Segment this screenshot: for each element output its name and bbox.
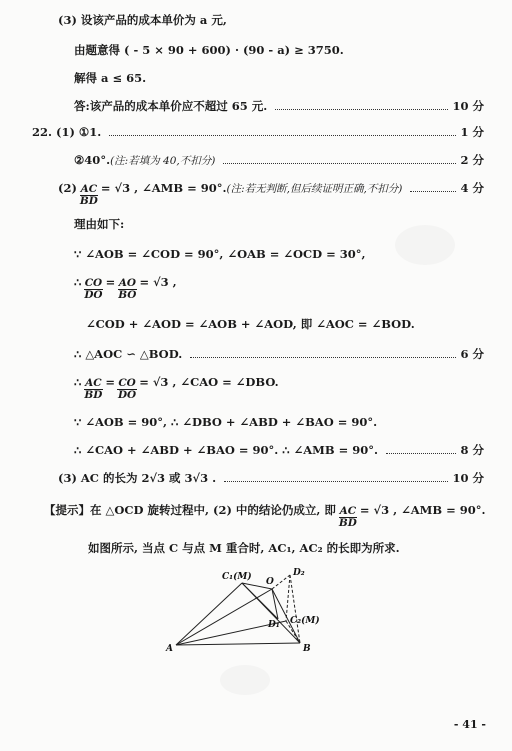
leader-dots — [223, 163, 456, 164]
fraction-denominator: BO — [118, 289, 137, 301]
part3-answer: (3) AC 的长为 2√3 或 3√3 . — [58, 471, 217, 485]
fraction-numerator: AC — [80, 183, 98, 195]
therefore-symbol: ∴ — [74, 275, 82, 289]
fraction-denominator: BD — [84, 389, 103, 401]
line-ratio-2 — [74, 374, 279, 401]
segment-od2 — [272, 575, 290, 589]
grading-note: (注:若填为 40,不扣分) — [110, 155, 216, 167]
fraction — [338, 506, 358, 529]
line-22-1 — [32, 124, 484, 140]
score-label: 8 分 — [460, 443, 484, 457]
label-d1: D₁ — [268, 620, 280, 630]
page-number: - 41 - — [453, 718, 486, 731]
line-22-3 — [58, 470, 484, 486]
line-22-2 — [58, 180, 484, 207]
score-label: 6 分 — [460, 347, 484, 361]
label-b: B — [303, 644, 311, 654]
score-label: 4 分 — [460, 181, 484, 195]
line-because-1: ∵ ∠AOB = ∠COD = 90°, ∠OAB = ∠OCD = 30°, — [74, 247, 366, 261]
leader-dots — [190, 357, 456, 358]
label-a: A — [166, 644, 173, 654]
leader-dots — [410, 191, 456, 192]
line-because-2: ∵ ∠AOB = 90°, ∴ ∠DBO + ∠ABD + ∠BAO = 90°. — [74, 415, 378, 429]
part-label: (2) — [58, 181, 77, 195]
result-text: = √3 , ∠AMB = 90°. — [100, 181, 227, 195]
hint-tail: = √3 , ∠AMB = 90°. — [359, 503, 486, 517]
leader-dots — [224, 481, 448, 482]
label-c1: C₁(M) — [222, 572, 252, 582]
scan-smudge — [220, 665, 270, 695]
similar-text: ∴ △AOC ∽ △BOD. — [74, 347, 183, 361]
segment-ac1 — [176, 583, 242, 645]
score-label: 2 分 — [460, 153, 484, 167]
leader-dots — [386, 453, 456, 454]
fraction — [117, 278, 137, 301]
conclusion-text: ∴ ∠CAO + ∠ABD + ∠BAO = 90°. ∴ ∠AMB = 90°. — [74, 443, 379, 457]
line-conclusion — [74, 442, 484, 458]
grading-note: (注:若无判断,但后续证明正确,不扣分) — [226, 183, 403, 195]
leader-dots — [275, 109, 448, 110]
label-d2: D₂ — [293, 568, 305, 578]
segment-ab — [176, 643, 300, 645]
line-reason-heading: 理由如下: — [74, 217, 125, 231]
therefore-symbol: ∴ — [74, 375, 82, 389]
line-figure-caption: 如图所示, 当点 C 与点 M 重合时, AC₁, AC₂ 的长即为所求. — [88, 541, 400, 555]
scan-smudge — [395, 225, 455, 265]
geometry-diagram — [160, 565, 360, 665]
line-ratio — [74, 274, 177, 301]
fraction-numerator: CO — [118, 377, 136, 389]
answer-40: ②40°. — [74, 153, 111, 167]
line-answer — [74, 98, 484, 114]
segment-d2c2 — [286, 575, 290, 621]
leader-dots — [109, 135, 456, 136]
fraction-numerator: AC — [339, 505, 357, 517]
line-angle-sum: ∠COD + ∠AOD = ∠AOB + ∠AOD, 即 ∠AOC = ∠BOD. — [86, 317, 415, 331]
line-equation: 由题意得 ( - 5 × 90 + 600) · (90 - a) ≥ 3750. — [74, 43, 344, 57]
fraction-denominator: DO — [117, 389, 137, 401]
line-solve: 解得 a ≤ 65. — [74, 71, 147, 85]
label-o: O — [266, 577, 274, 587]
label-c2: C₂(M) — [290, 616, 320, 626]
fraction — [79, 184, 99, 207]
line-similar — [74, 346, 484, 362]
score-label: 10 分 — [452, 471, 484, 485]
fraction — [83, 378, 103, 401]
fraction-numerator: AO — [118, 277, 136, 289]
fraction-denominator: BD — [79, 195, 98, 207]
score-label: 1 分 — [460, 125, 484, 139]
line-hint — [44, 502, 486, 529]
fraction-denominator: DO — [84, 289, 103, 301]
fraction-numerator: CO — [84, 277, 103, 289]
equals-sign: = — [105, 375, 115, 389]
fraction-denominator: BD — [338, 517, 357, 529]
equals-sign: = — [105, 275, 116, 289]
ratio-tail: = √3 , ∠CAO = ∠DBO. — [139, 375, 279, 389]
ratio-tail: = √3 , — [139, 275, 177, 289]
fraction — [117, 378, 137, 401]
line-22-1-b — [74, 152, 484, 169]
fraction-numerator: AC — [85, 377, 102, 389]
question-22-part1: 22. (1) ①1. — [32, 125, 102, 139]
score-label: 10 分 — [452, 99, 484, 113]
answer-text: 答:该产品的成本单价应不超过 65 元. — [74, 99, 268, 113]
hint-text: 【提示】在 △OCD 旋转过程中, (2) 中的结论仍成立, 即 — [44, 503, 336, 517]
line-3-setup: (3) 设该产品的成本单价为 a 元, — [58, 13, 227, 27]
geometry-figure — [160, 565, 360, 665]
fraction — [83, 278, 103, 301]
segment-ao — [176, 589, 272, 645]
